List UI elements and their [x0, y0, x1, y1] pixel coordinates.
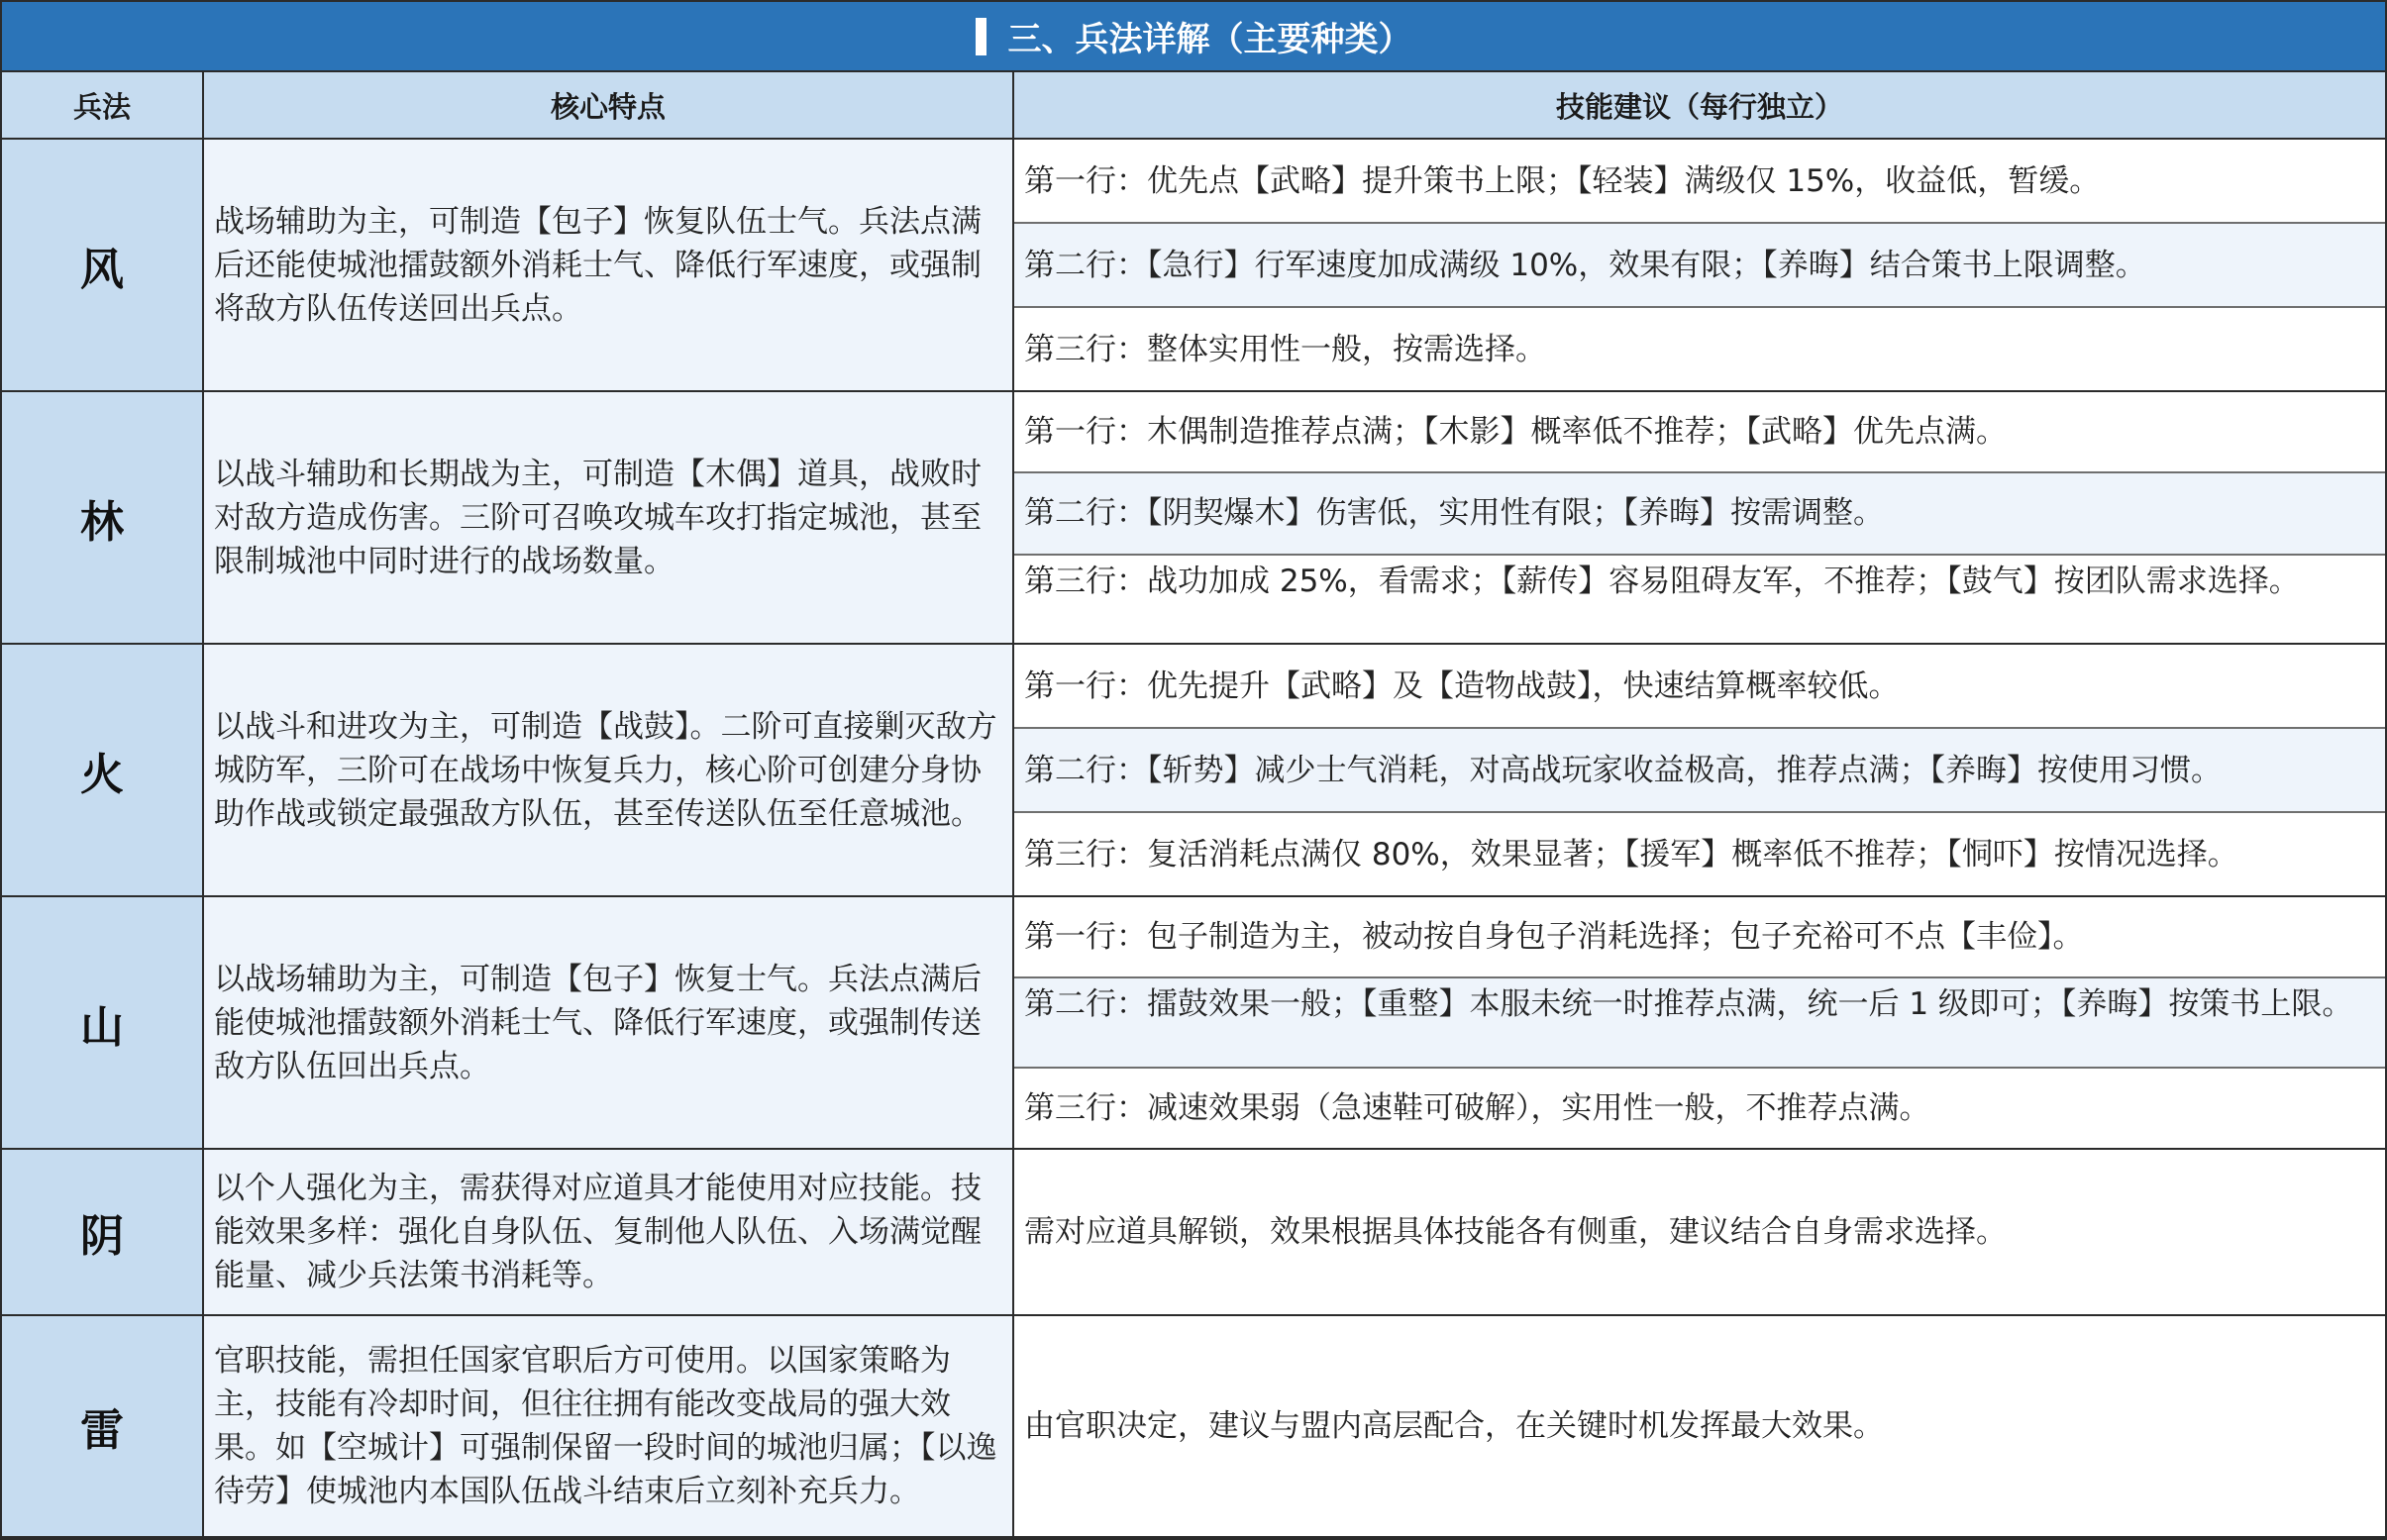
feature-mountain-text: 以战场辅助为主，可制造【包子】恢复士气。兵法点满后能使城池擂鼓额外消耗士气、降低行军速度，或强制传送敌方队伍回出兵点。	[214, 961, 982, 1084]
strategy-name-wind: 风	[2, 140, 204, 392]
advice-wind-line-1: 第一行：优先点【武略】提升策书上限；【轻装】满级仅 15%，收益低，暂缓。	[1014, 140, 2385, 224]
feature-fire-text: 以战斗和进攻为主，可制造【战鼓】。二阶可直接剿灭敌方城防军，三阶可在战场中恢复兵力，核心阶可创建分身协助作战或锁定最强敌方队伍，甚至传送队伍至任意城池。	[214, 708, 997, 832]
advice-wind-line-3: 第三行：整体实用性一般，按需选择。	[1024, 331, 1546, 367]
advice-forest-line-2: 第二行：【阴契爆木】伤害低，实用性有限；【养晦】按需调整。	[1014, 473, 2385, 555]
advice-fire-line-2: 第二行：【斩势】减少士气消耗，对高战玩家收益极高，推荐点满；【养晦】按使用习惯。	[1014, 729, 2385, 813]
advice-mountain-line-2: 第二行：擂鼓效果一般；【重整】本服未统一时推荐点满，统一后 1 级即可；【养晦】按策书上限。	[1014, 978, 2385, 1068]
header-strategy: 兵法	[2, 72, 204, 140]
advice-mountain-line-3: 第三行：减速效果弱（急速鞋可破解），实用性一般，不推荐点满。	[1024, 1089, 1930, 1126]
advice-fire-line-3: 第三行：复活消耗点满仅 80%，效果显著；【援军】概率低不推荐；【恫吓】按情况选择。	[1024, 836, 2238, 873]
feature-wind	[204, 140, 1014, 392]
header-core-features: 核心特点	[204, 72, 1014, 140]
strategy-name-fire: 火	[2, 645, 204, 897]
advice-fire-line-1: 第一行：优先提升【武略】及【造物战鼓】，快速结算概率较低。	[1014, 645, 2385, 729]
advice-forest-line-1: 第一行：木偶制造推荐点满；【木影】概率低不推荐；【武略】优先点满。	[1014, 392, 2385, 473]
feature-yin-text: 以个人强化为主，需获得对应道具才能使用对应技能。技能效果多样：强化自身队伍、复制他人队伍、入场满觉醒能量、减少兵法策书消耗等。	[214, 1171, 982, 1293]
advice-yin: 需对应道具解锁，效果根据具体技能各有侧重，建议结合自身需求选择。	[1014, 1150, 2385, 1316]
strategy-name-yin: 阴	[2, 1150, 204, 1316]
header-skill-advice: 技能建议（每行独立）	[1014, 72, 2385, 140]
advice-wind	[1014, 140, 2385, 392]
advice-forest-line-3: 第三行：战功加成 25%，看需求；【薪传】容易阻碍友军，不推荐；【鼓气】按团队需求选择。	[1024, 563, 2300, 599]
strategy-name-mountain: 山	[2, 897, 204, 1150]
advice-fire	[1014, 645, 2385, 897]
strategy-table	[2, 72, 2385, 1538]
advice-wind-line-2: 第二行：【急行】行军速度加成满级 10%，效果有限；【养晦】结合策书上限调整。	[1014, 224, 2385, 308]
feature-forest	[204, 392, 1014, 645]
feature-thunder-text: 官职技能，需担任国家官职后方可使用。以国家策略为主，技能有冷却时间，但往往拥有能改变战局的强大效果。如【空城计】可强制保留一段时间的城池归属；【以逸待劳】使城池内本国队伍战斗结束后立刻补充兵力。	[214, 1343, 997, 1509]
feature-yin	[204, 1150, 1014, 1316]
feature-wind-text: 战场辅助为主，可制造【包子】恢复队伍士气。兵法点满后还能使城池擂鼓额外消耗士气、降低行军速度，或强制将敌方队伍传送回出兵点。	[214, 203, 982, 327]
advice-forest	[1014, 392, 2385, 645]
table-title: 三、兵法详解（主要种类）	[1007, 20, 1412, 59]
advice-mountain	[1014, 897, 2385, 1150]
advice-thunder: 由官职决定，建议与盟内高层配合，在关键时机发挥最大效果。	[1014, 1316, 2385, 1538]
feature-forest-text: 以战斗辅助和长期战为主，可制造【木偶】道具，战败时对敌方造成伤害。三阶可召唤攻城车攻打指定城池，甚至限制城池中同时进行的战场数量。	[214, 456, 982, 579]
strategy-name-thunder: 雷	[2, 1316, 204, 1538]
title-marker-icon	[976, 18, 986, 55]
advice-mountain-line-1: 第一行：包子制造为主，被动按自身包子消耗选择；包子充裕可不点【丰俭】。	[1014, 897, 2385, 978]
feature-thunder	[204, 1316, 1014, 1538]
table-title-bar	[2, 2, 2385, 72]
feature-fire	[204, 645, 1014, 897]
feature-mountain	[204, 897, 1014, 1150]
strategy-name-forest: 林	[2, 392, 204, 645]
